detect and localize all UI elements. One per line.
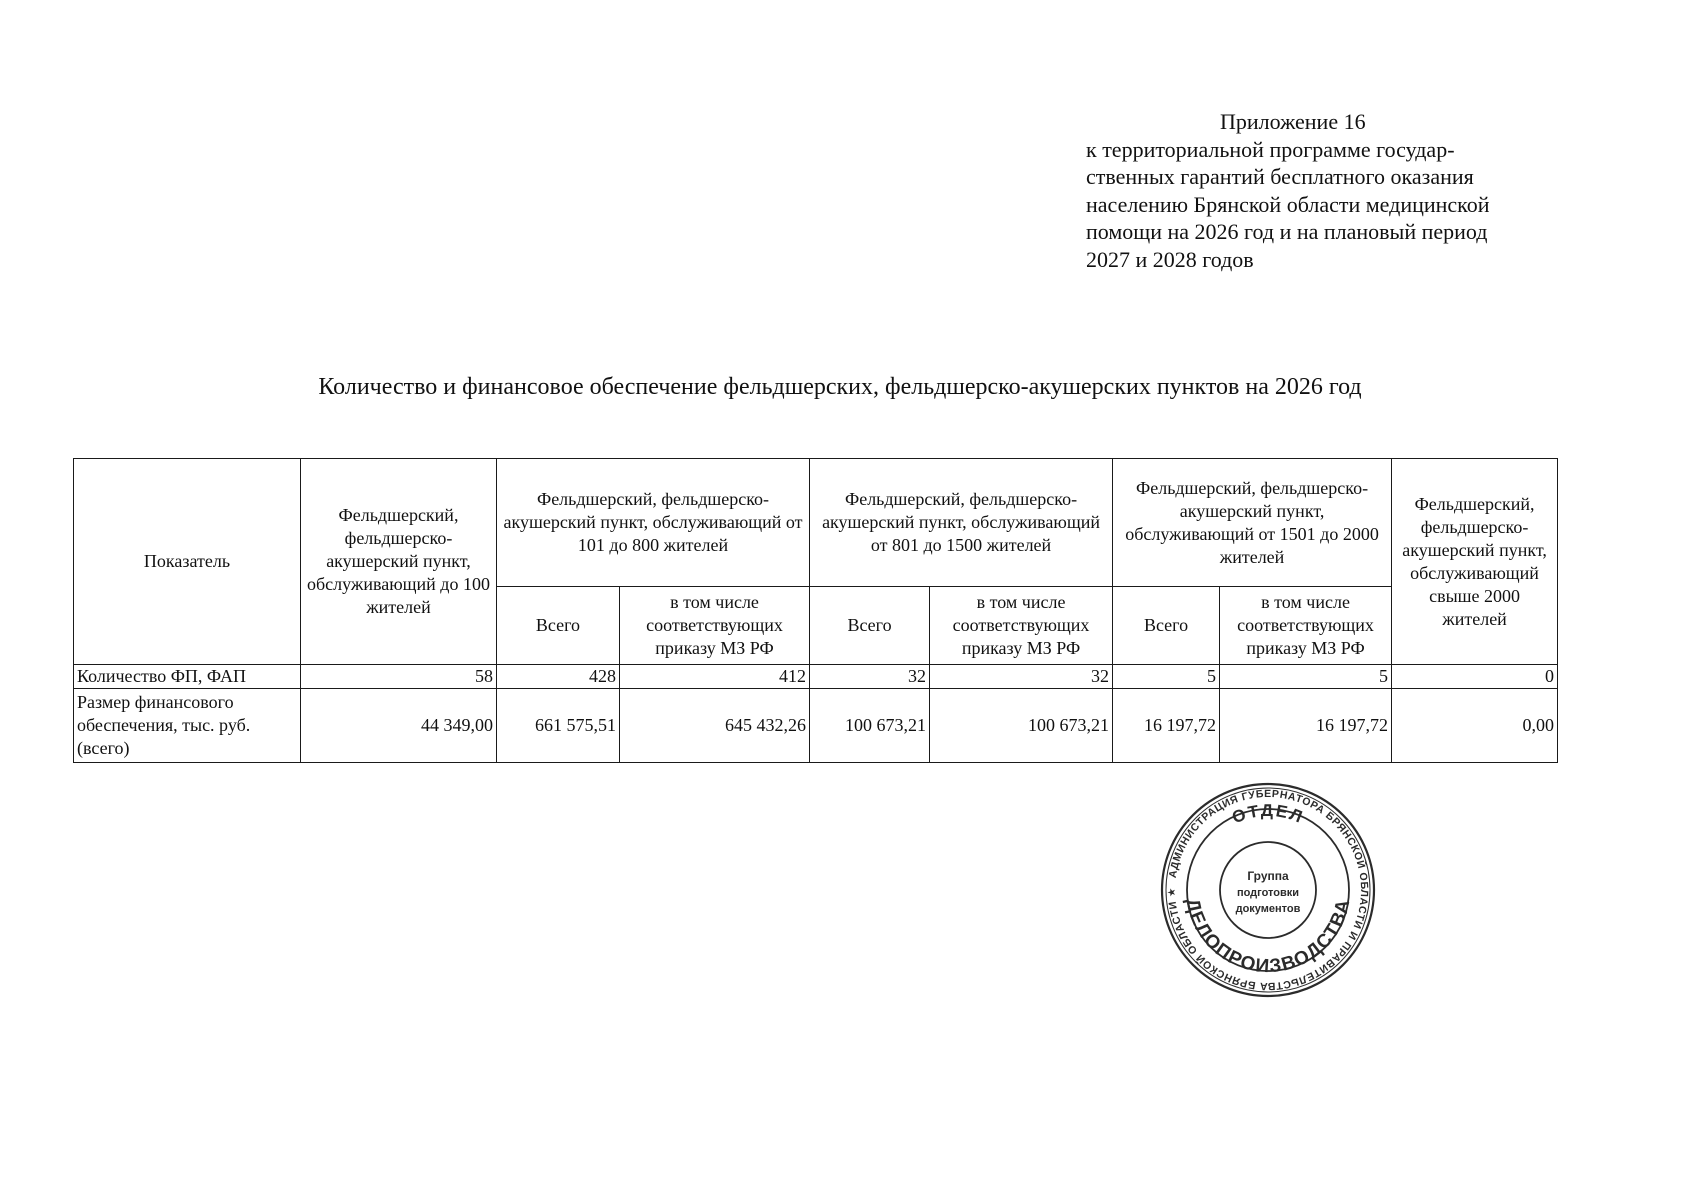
table-cell: 58 [301, 665, 497, 689]
document-title: Количество и финансовое обеспечение фельдшерских, фельдшерско-акушерских пунктов на 2026 год [318, 374, 1362, 400]
table-cell: 428 [497, 665, 620, 689]
header-incl-mz: в том числе соответствующих приказу МЗ РФ [1220, 587, 1392, 665]
table-cell: 645 432,26 [620, 689, 810, 763]
table-row [74, 689, 1558, 763]
appendix-line: к территориальной программе государ- [1086, 136, 1455, 162]
appendix-heading: Приложение 16 [1220, 109, 1366, 134]
appendix-line: помощи на 2026 год и на плановый период [1086, 219, 1488, 244]
header-total: Всего [497, 587, 620, 665]
appendix-line: 2027 и 2028 годов [1086, 246, 1254, 272]
stamp-center-line: документов [1235, 903, 1301, 915]
appendix-line: ственных гарантий бесплатного оказания [1086, 164, 1474, 189]
row-label: Размер финансового обеспечения, тыс. руб. (всего) [74, 689, 301, 763]
table-cell: 32 [810, 665, 930, 689]
row-label: Количество ФП, ФАП [74, 665, 301, 689]
header-incl-mz: в том числе соответствующих приказу МЗ РФ [620, 587, 810, 665]
table-cell: 100 673,21 [930, 689, 1113, 763]
header-row-1 [74, 459, 1558, 587]
table-cell: 412 [620, 665, 810, 689]
header-indicator: Показатель [74, 459, 301, 665]
header-801-1500: Фельдшерский, фельдшерско-акушерский пункт, обслуживающий от 801 до 1500 жителей [810, 459, 1113, 587]
header-incl-mz: в том числе соответствующих приказу МЗ РФ [930, 587, 1113, 665]
appendix-line: населению Брянской области медицинской [1086, 191, 1490, 217]
header-total: Всего [810, 587, 930, 665]
table-cell: 100 673,21 [810, 689, 930, 763]
table-cell: 16 197,72 [1220, 689, 1392, 763]
header-over-2000: Фельдшерский, фельдшерско-акушерский пункт, обслуживающий свыше 2000 жителей [1392, 459, 1558, 665]
table-cell: 0 [1392, 665, 1558, 689]
stamp-center-line: подготовки [1236, 887, 1300, 899]
table-cell: 44 349,00 [301, 689, 497, 763]
stamp-inner-ring-text-bottom: ДЕЛОПРОИЗВОДСТВА [1181, 896, 1355, 978]
stamp-inner-ring-text: ОТДЕЛ [1229, 800, 1307, 828]
header-total: Всего [1113, 587, 1220, 665]
header-1501-2000: Фельдшерский, фельдшерско-акушерский пункт, обслуживающий от 1501 до 2000 жителей [1113, 459, 1392, 587]
stamp-outer-ring-text: АДМИНИСТРАЦИЯ ГУБЕРНАТОРА БРЯНСКОЙ ОБЛАСТИ И ПРАВИТЕЛЬСТВА БРЯНСКОЙ ОБЛАСТИ ★ [1165, 787, 1371, 993]
header-101-800: Фельдшерский, фельдшерско-акушерский пункт, обслуживающий от 101 до 800 жителей [497, 459, 810, 587]
table-cell: 5 [1113, 665, 1220, 689]
funding-table [73, 458, 1558, 763]
table-cell: 32 [930, 665, 1113, 689]
table-row [74, 665, 1558, 689]
stamp-center-line: Группа [1247, 869, 1289, 883]
table-cell: 661 575,51 [497, 689, 620, 763]
table-cell: 16 197,72 [1113, 689, 1220, 763]
header-up-to-100: Фельдшерский, фельдшерско-акушерский пункт, обслуживающий до 100 жителей [301, 459, 497, 665]
official-stamp [1160, 782, 1376, 998]
appendix-block [1086, 108, 1556, 273]
table-cell: 0,00 [1392, 689, 1558, 763]
table-cell: 5 [1220, 665, 1392, 689]
